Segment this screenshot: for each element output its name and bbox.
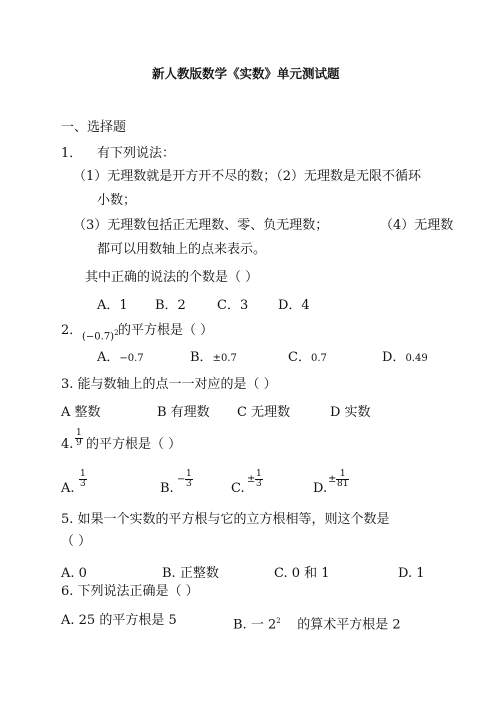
q5-stem: 5. 如果一个实数的平方根与它的立方根相等，则这个数是 xyxy=(61,512,390,527)
q2-exponent: 2 xyxy=(114,329,119,337)
q2-option-c: C．0.7 xyxy=(288,350,327,365)
q4-number: 4. xyxy=(61,437,74,452)
q5-paren: （ ） xyxy=(61,534,92,549)
q3-option-b: B 有理数 xyxy=(157,405,210,420)
q3-option-a: A 整数 xyxy=(61,405,101,420)
q1-stem: 有下列说法： xyxy=(97,146,176,161)
q4-fraction xyxy=(75,429,83,448)
q4-option-d-label: D. xyxy=(313,481,328,496)
q4-option-a-fraction: $\frac{1}{3}$ xyxy=(80,469,86,489)
q5-option-a: A. 0 xyxy=(61,566,87,581)
q1-statement-line: （1）无理数就是开方开不尽的数；（2）无理数是无限不循环 xyxy=(73,169,422,184)
q6-exponent: 2 xyxy=(276,617,281,625)
section-heading: 一、选择题 xyxy=(61,120,127,135)
q5-option-c: C. 0 和 1 xyxy=(274,566,330,581)
q1-option-c: C．3 xyxy=(217,298,249,313)
q1-ask: 其中正确的说法的个数是（ ） xyxy=(85,270,259,285)
q2-base: (−0.7) xyxy=(82,331,115,343)
q5-option-d: D. 1 xyxy=(398,566,425,581)
q4-option-c-fraction: $\frac{1}{3}$ xyxy=(256,469,262,489)
q1-statement-line: 小数； xyxy=(97,193,137,208)
q4-option-d-sign: ± xyxy=(328,474,337,485)
q4-fraction-numerator: 1 xyxy=(76,428,82,438)
q1-statement-line: （3）无理数包括正无理数、零、负无理数； xyxy=(73,218,329,233)
q1-option-d: D．4 xyxy=(278,298,310,313)
q2-expression xyxy=(82,325,119,345)
page-title: 新人教版数学《实数》单元测试题 xyxy=(152,66,340,81)
q1-statement-line: 都可以用数轴上的点来表示。 xyxy=(97,242,267,257)
q4-option-d-fraction: $\frac{1}{81}$ xyxy=(337,469,349,489)
q1-option-a: A．1 xyxy=(97,298,128,313)
q4-option-a-label: A. xyxy=(61,481,75,496)
q4-option-b-label: B. xyxy=(160,481,174,496)
q2-stem: 的平方根是（ ） xyxy=(118,323,214,338)
q3-option-d: D 实数 xyxy=(330,405,371,420)
q1-statement-line: （4）无理数 xyxy=(380,218,454,233)
q6-option-a: A. 25 的平方根是 5 xyxy=(61,613,177,628)
q3-option-c: C 无理数 xyxy=(237,405,291,420)
q2-option-d: D．0.49 xyxy=(382,350,428,365)
q6-option-b: B. 一 $2^2$ 的算术平方根是 2 xyxy=(233,617,401,633)
q4-option-c-sign: ± xyxy=(247,474,256,485)
q1-number: 1． xyxy=(61,146,83,161)
q4-fraction-denominator: 9 xyxy=(76,438,82,448)
q3-stem: 3. 能与数轴上的点一一对应的是（ ） xyxy=(61,377,277,392)
q4-option-b-sign: − xyxy=(177,474,186,485)
q2-option-a: A．−0.7 xyxy=(97,350,144,365)
q1-option-b: B．2 xyxy=(155,298,186,313)
q4-stem: 的平方根是（ ） xyxy=(86,437,182,452)
q6-stem: 6. 下列说法正确是（ ） xyxy=(61,584,199,599)
q2-number: 2． xyxy=(61,323,83,338)
q4-option-c-label: C. xyxy=(231,481,245,496)
q2-option-b: B．±0.7 xyxy=(190,350,237,365)
q4-option-b-fraction: $\frac{1}{3}$ xyxy=(186,469,192,489)
q5-option-b: B. 正整数 xyxy=(162,566,219,581)
